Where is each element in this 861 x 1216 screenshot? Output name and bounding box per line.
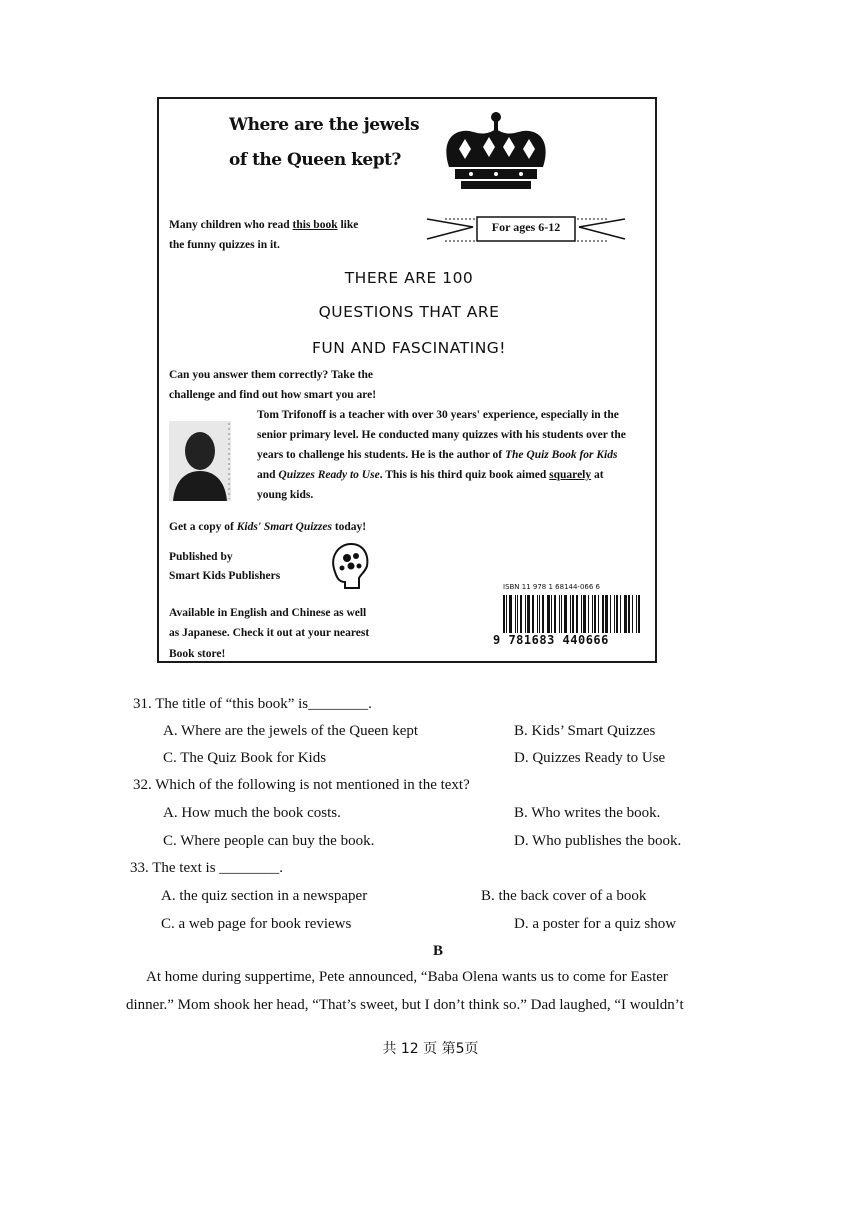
copy-book-title: Kids' Smart Quizzes — [236, 521, 332, 533]
bio-book-title-2: Quizzes Ready to Use — [278, 469, 380, 481]
barcode-bar — [509, 595, 512, 633]
q33-option-b: B. the back cover of a book — [481, 888, 647, 904]
barcode-bar — [532, 595, 534, 633]
q32-option-b: B. Who writes the book. — [514, 805, 661, 821]
q32-option-c: C. Where people can buy the book. — [163, 833, 375, 849]
barcode-bar — [616, 595, 618, 633]
barcode-bar — [581, 595, 582, 633]
barcode-bar — [594, 595, 596, 633]
barcode-bar — [525, 595, 526, 633]
barcode-bar — [636, 595, 637, 633]
author-photo — [169, 421, 231, 501]
q31-option-c: C. The Quiz Book for Kids — [163, 750, 327, 766]
crown-icon — [441, 109, 551, 195]
published-by-line: Published by — [169, 551, 233, 563]
copy-text-pre: Get a copy of — [169, 521, 237, 533]
available-line-1: Available in English and Chinese as well — [169, 607, 367, 619]
bio-book-title-1: The Quiz Book for Kids — [505, 449, 618, 461]
q31-option-d: D. Quizzes Ready to Use — [514, 750, 666, 766]
intro-line-1 — [169, 219, 358, 231]
bio-underlined-word: squarely — [549, 469, 592, 481]
question-33-stem: 33. The text is ________. — [130, 860, 284, 876]
bio-text-1: Tom Trifonoff is a teacher with over 30 years' experience, especially in the senior primary level. He conducted many quizzes with his students over the years to challenge his students. He is the author of — [257, 409, 626, 461]
bio-text-3: at young kids. — [257, 469, 604, 501]
publisher-name: Smart Kids Publishers — [169, 570, 281, 582]
q33-option-a: A. the quiz section in a newspaper — [161, 888, 368, 904]
page-footer: 共 12 页 第5页 — [382, 1041, 479, 1057]
barcode-bar — [561, 595, 562, 633]
q32-option-d: D. Who publishes the book. — [514, 833, 682, 849]
isbn-text: ISBN 11 978 1 68144-066 6 — [503, 583, 601, 591]
publisher-logo-icon — [329, 542, 369, 590]
this-book-link-text: this book — [292, 219, 338, 231]
challenge-line-2: challenge and find out how smart you are! — [169, 389, 377, 401]
barcode-bar — [610, 595, 611, 633]
barcode-bar — [632, 595, 633, 633]
q33-option-d: D. a poster for a quiz show — [514, 916, 677, 932]
barcode-number: 9 781683 440666 — [493, 633, 609, 647]
challenge-line-1: Can you answer them correctly? Take the — [169, 369, 374, 381]
barcode-bar — [624, 595, 627, 633]
barcode — [503, 595, 642, 633]
barcode-bar — [572, 595, 574, 633]
barcode-bar — [602, 595, 604, 633]
barcode-bar — [554, 595, 556, 633]
barcode-bar — [520, 595, 522, 633]
headline-line-1: Where are the jewels — [229, 115, 420, 135]
bio-text-and: and — [257, 469, 279, 481]
barcode-bar — [506, 595, 507, 633]
barcode-bar — [592, 595, 593, 633]
question-32-stem: 32. Which of the following is not mentioned in the text? — [133, 777, 470, 793]
age-banner-label: For ages 6-12 — [491, 220, 561, 234]
bio-text-2: . This is his third quiz book aimed — [379, 469, 550, 481]
barcode-bar — [559, 595, 560, 633]
q33-option-c: C. a web page for book reviews — [161, 916, 352, 932]
barcode-bar — [515, 595, 516, 633]
barcode-bar — [547, 595, 550, 633]
q31-option-b: B. Kids’ Smart Quizzes — [514, 723, 656, 739]
headline-line-2: of the Queen kept? — [229, 150, 401, 170]
q32-option-a: A. How much the book costs. — [163, 805, 341, 821]
question-31-stem: 31. The title of “this book” is________. — [133, 696, 372, 712]
barcode-bar — [527, 595, 530, 633]
available-line-2: as Japanese. Check it out at your nearest — [169, 627, 370, 639]
barcode-bar — [503, 595, 505, 633]
barcode-bar — [542, 595, 544, 633]
section-b-line-1: At home during suppertime, Pete announced, “Baba Olena wants us to come for Easter — [146, 969, 668, 985]
barcode-bar — [628, 595, 630, 633]
barcode-bar — [551, 595, 552, 633]
intro-text-post: like — [337, 219, 359, 231]
barcode-bar — [583, 595, 586, 633]
barcode-bar — [614, 595, 615, 633]
caps-line-2: QUESTIONS THAT ARE — [318, 303, 500, 321]
caps-line-1: THERE ARE 100 — [344, 269, 474, 287]
intro-line-2: the funny quizzes in it. — [169, 239, 280, 251]
barcode-bar — [598, 595, 599, 633]
barcode-bar — [588, 595, 589, 633]
available-line-3: Book store! — [169, 648, 226, 660]
barcode-bar — [539, 595, 540, 633]
author-bio — [257, 405, 635, 505]
copy-text-post: today! — [331, 521, 367, 533]
section-b-line-2: dinner.” Mom shook her head, “That’s sweet, but I don’t think so.” Dad laughed, “I wouldn’t — [126, 997, 684, 1013]
get-copy-line — [169, 521, 366, 533]
intro-text-pre: Many children who read — [169, 219, 293, 231]
barcode-bar — [537, 595, 538, 633]
barcode-bar — [517, 595, 518, 633]
barcode-bar — [564, 595, 567, 633]
caps-line-3: FUN AND FASCINATING! — [311, 339, 507, 357]
barcode-bar — [570, 595, 571, 633]
q31-option-a: A. Where are the jewels of the Queen kept — [163, 723, 419, 739]
book-advertisement — [157, 97, 657, 663]
barcode-bar — [638, 595, 640, 633]
barcode-bar — [576, 595, 578, 633]
barcode-bar — [605, 595, 608, 633]
barcode-bar — [620, 595, 621, 633]
section-b-heading: B — [433, 943, 444, 959]
